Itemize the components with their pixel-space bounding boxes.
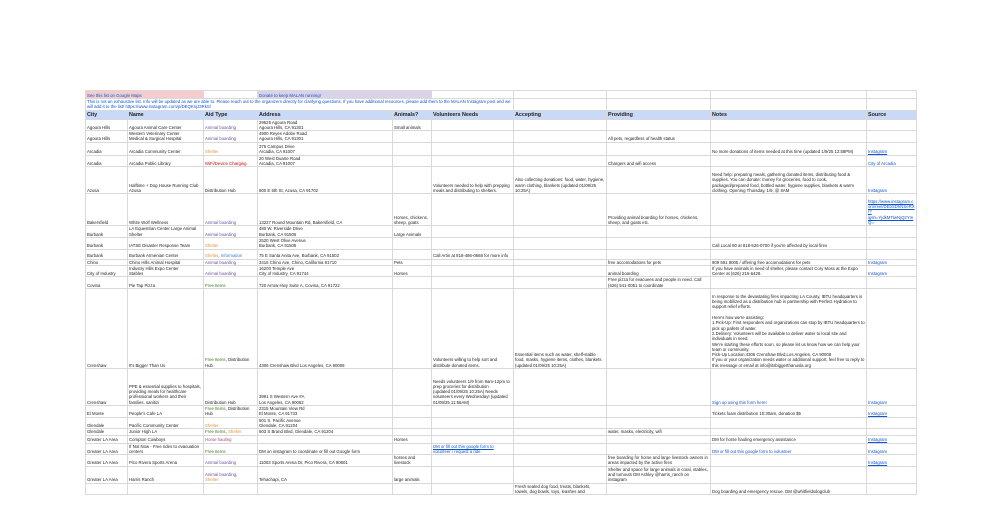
cell-notes	[711, 466, 867, 483]
column-header: Notes	[711, 110, 867, 119]
column-header: Source	[867, 110, 917, 119]
column-header: City	[86, 110, 128, 119]
cell-accept	[514, 406, 607, 418]
cell-provide	[607, 435, 711, 443]
cell-source[interactable]	[867, 167, 917, 194]
cell-vol	[432, 194, 514, 226]
table-row	[86, 265, 917, 277]
cell-vol	[432, 226, 514, 238]
aid-type-label: Horse hauling	[205, 437, 232, 443]
cell-address: 29525 Agoura Road Agoura Hills, CA 91301	[258, 119, 393, 131]
cell-aid	[204, 249, 258, 259]
cell-accept	[514, 131, 607, 143]
aid-type-label: Animal boarding	[205, 220, 237, 226]
source-link[interactable]: https://www.instagram.com/reel/DEbSDhNSeRX/?igsh=YjdkMTlwNjQ2YmQ=	[868, 198, 915, 226]
aid-type-label: ,	[218, 253, 221, 259]
cell-notes	[711, 131, 867, 143]
cell-address: 600 E 5th St, Azusa, CA 91702	[258, 167, 393, 194]
cell-accept	[514, 249, 607, 259]
aid-type-label: , Distribution Hub	[205, 406, 250, 417]
cell-aid	[204, 194, 258, 226]
cell-aid	[204, 277, 258, 289]
cell-address: 4306 Crenshaw Blvd Los Angeles, CA 90008	[258, 289, 393, 369]
cell-accept	[514, 265, 607, 277]
cell-animals	[393, 237, 432, 249]
cell-source	[867, 249, 917, 259]
cell-notes: In response to the devastating fires impacting LA County, IBTU headquarters is being mobilized as a distribution hub in partnership with Perfect Hydration to support relief efforts. Here's how we're assisting: 1.Pick-Up: First responders and organizations can stop by IBTU headquarters to pick up pallets of water. 2.Delivery: Volunteers will be available to deliver water to local site and individuals in need. We're starting these efforts soon, so please let us know how we can help your team or community. Pick-Up Location:4306 Crenshaw Blvd,Los Angeles, CA 90008 If you or your organization needs water or additional support, feel free to reply to this message or email at info@itsbiggerthanusla.org	[711, 289, 867, 369]
cell-city: Glendale	[86, 429, 128, 435]
cell-provide	[607, 483, 711, 495]
cell-vol	[432, 435, 514, 443]
cell-accept: Also collecting donations: food, water, hygiene, warm clothing, blankets (updated 01/09/25 10:25A)	[514, 167, 607, 194]
google-maps-link[interactable]: See this list on Google Maps	[87, 92, 142, 98]
cell-vol	[432, 455, 514, 467]
cell-source[interactable]	[867, 155, 917, 167]
cell-aid	[204, 483, 258, 495]
aid-type-label: Shelter	[227, 429, 242, 435]
cell-city: Arcadia	[86, 142, 128, 155]
cell-address: 4900 Reyes Adobe Road Agoura Hills, CA 91301	[258, 131, 393, 143]
cell-accept	[514, 119, 607, 131]
table-row	[86, 249, 917, 259]
notes-link[interactable]: DM or fill out this google form to volunteer	[712, 448, 792, 454]
spreadsheet-table	[85, 90, 917, 495]
cell-accept	[514, 237, 607, 249]
cell-aid	[204, 455, 258, 467]
cell-source	[867, 131, 917, 143]
maps-link-cell[interactable]	[86, 91, 204, 99]
cell-provide: free boarding for horse and large livestock owners in areas impacted by the active fires	[607, 455, 711, 467]
cell-accept	[514, 155, 607, 167]
cell-vol: Volunteers needed to help with prepping meals and distributing to shelters.	[432, 167, 514, 194]
aid-type-label: Animal boarding	[205, 231, 237, 237]
cell-name: Arcadia Community Center	[128, 142, 204, 155]
aid-type-label: Shelter	[205, 422, 219, 428]
source-link[interactable]: Instagram	[868, 149, 888, 155]
cell-vol	[432, 237, 514, 249]
cell-animals	[393, 167, 432, 194]
cell-name: IATSE Disaster Response Team	[128, 237, 204, 249]
cell-name: White Wolf Wellness	[128, 194, 204, 226]
cell-aid	[204, 119, 258, 131]
cell-source	[867, 226, 917, 238]
cell-aid	[204, 289, 258, 369]
cell-city: Burbank	[86, 237, 128, 249]
cell-address: 20 West Duarte Road Arcadia, CA 91007	[258, 155, 393, 167]
cell-name: Harris Ranch	[128, 466, 204, 483]
cell-provide: animal boarding	[607, 265, 711, 277]
cell-city: City of Industry	[86, 265, 128, 277]
cell-city: Burbank	[86, 249, 128, 259]
cell-name: Pie Tap Pizza	[128, 277, 204, 289]
table-row	[86, 142, 917, 155]
cell-provide	[607, 369, 711, 406]
cell-provide: Shelter and space for large animals in coral, stables, and turnouts DM Ashley @harris_ranch on instagram	[607, 466, 711, 483]
cell-provide	[607, 237, 711, 249]
column-header: Providing	[607, 110, 711, 119]
cell-animals	[393, 443, 432, 455]
cell-name: Burbank Armenian Center	[128, 249, 204, 259]
table-row	[86, 483, 917, 495]
aid-type-label: Shelter	[205, 477, 219, 483]
cell-address: DM on instagram to coordinate or fill out Google form	[258, 443, 393, 455]
cell-accept	[514, 194, 607, 226]
cell-accept	[514, 466, 607, 483]
cell-notes: Tickets foam distribution 10:30am, donation $5	[711, 406, 867, 418]
cell-city: Crenshaw	[86, 289, 128, 369]
cell-notes	[711, 249, 867, 259]
source-link[interactable]: Instagram	[868, 271, 888, 277]
cell-animals	[393, 483, 432, 495]
cell-notes	[711, 194, 867, 226]
table-row	[86, 417, 917, 429]
aid-type-label: Shelter	[205, 253, 219, 259]
aid-type-label: Animal boarding	[205, 124, 237, 130]
aid-type-label: Free Items	[205, 448, 226, 454]
column-header: Accepting	[514, 110, 607, 119]
cell-animals: large animals	[393, 466, 432, 483]
source-link[interactable]: Instagram	[868, 460, 888, 466]
cell-source	[867, 483, 917, 495]
table-row	[86, 167, 917, 194]
table-row	[86, 369, 917, 406]
table-row	[86, 406, 917, 418]
cell-vol	[432, 155, 514, 167]
aid-type-label: Free Items	[205, 357, 226, 363]
cell-aid	[204, 443, 258, 455]
cell-vol	[432, 131, 514, 143]
cell-animals: Small animals	[393, 119, 432, 131]
aid-type-label: Shelter	[205, 149, 219, 155]
aid-type-label: Free Items	[205, 429, 226, 435]
cell-animals	[393, 417, 432, 429]
cell-name: Industry Hills Expo Center Stables	[128, 265, 204, 277]
cell-vol	[432, 406, 514, 418]
cell-city	[86, 483, 128, 495]
cell-aid	[204, 167, 258, 194]
cell-name: Junior High LA	[128, 429, 204, 435]
aid-type-label: ,	[236, 472, 238, 478]
cell-provide	[607, 417, 711, 429]
cell-address: 375 Campus Drive Arcadia, CA 91007	[258, 142, 393, 155]
cell-accept	[514, 277, 607, 289]
table-row	[86, 435, 917, 443]
cell-address	[258, 483, 393, 495]
cell-aid	[204, 406, 258, 418]
cell-notes: 909 591 8005 / offering free accomodations for pets	[711, 259, 867, 265]
cell-source	[867, 119, 917, 131]
cell-aid	[204, 226, 258, 238]
column-header: Animals?	[393, 110, 432, 119]
cell-address: Tehachapi, CA	[258, 466, 393, 483]
cell-source[interactable]	[867, 265, 917, 277]
cell-address: 13227 Round Mountain Rd, Bakersfield, CA	[258, 194, 393, 226]
cell-notes: Dog boarding and emergency rescue. DM @whitfieldsdogclub	[711, 483, 867, 495]
cell-city: Bakersfield	[86, 194, 128, 226]
table-row	[86, 466, 917, 483]
cell-source	[867, 237, 917, 249]
cell-source	[867, 466, 917, 483]
cell-address	[258, 435, 393, 443]
cell-aid	[204, 435, 258, 443]
cell-address: 3991 S Western Ave #A Los Angeles, CA 90062	[258, 369, 393, 406]
cell-animals	[393, 406, 432, 418]
cell-source[interactable]	[867, 406, 917, 418]
cell-source[interactable]	[867, 455, 917, 467]
cell-accept	[514, 417, 607, 429]
source-link[interactable]: Instagram	[868, 437, 888, 443]
table-row	[86, 131, 917, 143]
aid-type-label: Distribution Hub	[205, 399, 236, 405]
vol-link[interactable]: DM or fill out this google form to volunteer / request a ride	[433, 443, 494, 454]
cell-animals	[393, 249, 432, 259]
cell-accept	[514, 435, 607, 443]
cell-name: PPE & essential supplies to hospitals, providing meals for healthcare professional workers and their families. sanitizi	[128, 369, 204, 406]
cell-city: Azusa	[86, 167, 128, 194]
cell-city: Greater LA Area	[86, 443, 128, 455]
table-row	[86, 226, 917, 238]
cell-notes	[711, 417, 867, 429]
cell-provide: All pets, regardless of health status	[607, 131, 711, 143]
cell-name: Agoura Animal Care Center	[128, 119, 204, 131]
cell-name: Pacific Community Center	[128, 417, 204, 429]
cell-provide	[607, 406, 711, 418]
cell-notes	[711, 119, 867, 131]
cell-notes	[711, 155, 867, 167]
cell-address: 11003 Sports Arena Dr, Pico Rivera, CA 90601	[258, 455, 393, 467]
table-row	[86, 119, 917, 131]
cell-name	[128, 483, 204, 495]
cell-city: Chino	[86, 259, 128, 265]
cell-animals: Horses, chickens, sheep, goats	[393, 194, 432, 226]
cell-source	[867, 417, 917, 429]
cell-provide: Chargers and wifi access	[607, 155, 711, 167]
cell-source[interactable]	[867, 369, 917, 406]
cell-aid	[204, 142, 258, 155]
cell-notes[interactable]	[711, 369, 867, 406]
cell-notes[interactable]	[711, 443, 867, 455]
aid-type-label: Information	[220, 253, 243, 259]
cell-address: 603 S Brand Blvd, Glendale, CA 91204	[258, 429, 393, 435]
cell-provide: Free pizza for evacuees and people in need. Call (626) 541-0051 to coordinate	[607, 277, 711, 289]
cell-provide	[607, 443, 711, 455]
cell-name: Pico Rivera Sports Arena	[128, 455, 204, 467]
source-link[interactable]: City of Arcadia	[868, 161, 896, 167]
table-row	[86, 237, 917, 249]
cell-animals	[393, 155, 432, 167]
aid-type-label: Animal boarding	[205, 271, 237, 277]
table-row	[86, 155, 917, 167]
cell-accept	[514, 226, 607, 238]
cell-name: People's Cafe LA	[128, 406, 204, 418]
aid-type-label: Free Items	[205, 282, 226, 288]
cell-accept	[514, 443, 607, 455]
cell-notes: Call Local 80 at 818-526-0700 if you're affected by local fires	[711, 237, 867, 249]
cell-notes	[711, 277, 867, 289]
aid-type-label: Free Items	[205, 406, 226, 412]
cell-provide	[607, 119, 711, 131]
cell-animals	[393, 277, 432, 289]
cell-name: It's Bigger Than Us	[128, 289, 204, 369]
cell-animals: Horses	[393, 435, 432, 443]
cell-address: 720 Arrow Hwy Suite A, Covina, CA 91722	[258, 277, 393, 289]
table-row	[86, 443, 917, 455]
aid-type-label: Animal boarding	[205, 460, 237, 466]
cell-animals	[393, 142, 432, 155]
cell-provide	[607, 289, 711, 369]
aid-type-label: Animal boarding	[205, 259, 237, 265]
cell-aid	[204, 131, 258, 143]
cell-vol: Call Artin at 818-486-0668 for more info	[432, 249, 514, 259]
table-row	[86, 194, 917, 226]
cell-vol	[432, 119, 514, 131]
table-row	[86, 289, 917, 369]
source-link[interactable]: Instagram	[868, 448, 888, 454]
cell-city: Glendale	[86, 417, 128, 429]
cell-aid	[204, 155, 258, 167]
column-header: Volunteers Needs	[432, 110, 514, 119]
cell-vol: Needs volunteers 1/9 from 9am-12pm to prep groceries for distribution (updated 01/09/25 10:25A) Needs volunteers every Wednesday! (updated 01/09/25 11:56AM)	[432, 369, 514, 406]
notice-text: This is not an exhaustive list. Info will be updated as we are able to. Please reach out to the organizers directly for clarifying questions. If you have additional resources, please add them to the MALAN Instagram post and we will add it to the list! https://www.instagram.com/p/DEQKnjJ3RkS/	[86, 99, 514, 111]
cell-city: Crenshaw	[86, 369, 128, 406]
table-row	[86, 277, 917, 289]
column-header: Aid Type	[204, 110, 258, 119]
cell-accept: Fresh sealed dog food, treats, blankets, towels, dog bowls, toys, leashes and	[514, 483, 607, 495]
cell-provide	[607, 142, 711, 155]
cell-aid	[204, 466, 258, 483]
cell-vol	[432, 265, 514, 277]
cell-city: El Monte	[86, 406, 128, 418]
cell-name: Halftime + Dog House Running Club Azusa	[128, 167, 204, 194]
cell-vol: Volunteers willing to help sort and distribute donated items.	[432, 289, 514, 369]
cell-accept	[514, 369, 607, 406]
cell-vol	[432, 417, 514, 429]
notes-link[interactable]: Sign up using this form here!	[712, 399, 767, 405]
aid-type-label: Animal boarding	[205, 472, 237, 478]
cell-city: Arcadia	[86, 155, 128, 167]
cell-source	[867, 277, 917, 289]
cell-name: Western Veterinary Center Medical & Surgical Hospital	[128, 131, 204, 143]
cell-source[interactable]	[867, 443, 917, 455]
cell-notes	[711, 455, 867, 467]
cell-aid	[204, 237, 258, 249]
cell-address: 480 W. Riverside Drive Burbank, CA 91506	[258, 226, 393, 238]
cell-address: 501 S. Pacific Avenue Glendale, CA 91204	[258, 417, 393, 429]
cell-animals	[393, 131, 432, 143]
cell-aid	[204, 369, 258, 406]
cell-vol	[432, 277, 514, 289]
cell-accept	[514, 142, 607, 155]
cell-source	[867, 289, 917, 369]
cell-source[interactable]	[867, 435, 917, 443]
cell-vol	[432, 142, 514, 155]
cell-provide	[607, 167, 711, 194]
column-header-row	[86, 110, 917, 119]
column-header: Name	[128, 110, 204, 119]
cell-city: Greater LA Area	[86, 435, 128, 443]
cell-address: 3415 Chino Ave, Chino, California 91710	[258, 259, 393, 265]
table-row	[86, 455, 917, 467]
aid-type-label: Shelter	[205, 243, 219, 249]
cell-animals: Horses	[393, 265, 432, 277]
cell-aid	[204, 265, 258, 277]
cell-city: Greater LA Area	[86, 455, 128, 467]
aid-type-label: Animal boarding	[205, 136, 237, 142]
column-header: Address	[258, 110, 393, 119]
cell-address: 2315 Mountain View Rd El Monte, CA 91733	[258, 406, 393, 418]
cell-city: Covina	[86, 277, 128, 289]
cell-animals	[393, 369, 432, 406]
cell-animals	[393, 289, 432, 369]
cell-address: 16200 Temple Ave City of Industry, CA 91744	[258, 265, 393, 277]
cell-city: Burbank	[86, 226, 128, 238]
cell-city: Agoura Hills	[86, 131, 128, 143]
cell-name: Compton Cowboys	[128, 435, 204, 443]
cell-animals: Pets	[393, 259, 432, 265]
cell-city: Agoura Hills	[86, 119, 128, 131]
cell-notes: No more donations of items needed at this time (updated 1/9/25 12:58PM)	[711, 142, 867, 155]
cell-provide	[607, 226, 711, 238]
aid-type-label: ,	[225, 429, 228, 435]
cell-vol	[432, 483, 514, 495]
aid-type-label: Distribution Hub	[205, 188, 236, 194]
source-link[interactable]: Instagram	[868, 399, 888, 405]
cell-accept	[514, 455, 607, 467]
cell-notes: If you have animals in need of shelter, please contact Cory Moss at the Expo Center at (626) 216-6428.	[711, 265, 867, 277]
cell-city: Greater LA Area	[86, 466, 128, 483]
cell-source[interactable]	[867, 142, 917, 155]
cell-accept: Essential items such as water, shelf-stable food, masks, hygiene items, clothes, blankets (updated 01/09/25 10:25A)	[514, 289, 607, 369]
cell-animals: Large Animals	[393, 226, 432, 238]
cell-vol[interactable]	[432, 443, 514, 455]
cell-vol	[432, 466, 514, 483]
donate-link-cell[interactable]	[258, 91, 432, 99]
cell-provide: water, masks, electricity, wifi	[607, 429, 711, 435]
cell-notes: Need help: preparing meals, gathering donated items, distributing food & supplies. You can donate: money for groceries, food to cook, packaged/prepared food, bottled water, hygiene supplies, blankets & warm clothing. Opening Thursday, 1/9, @ 8AM	[711, 167, 867, 194]
cell-name: LA Equestrian Center Large Animal Shelter	[128, 226, 204, 238]
cell-source[interactable]	[867, 194, 917, 226]
cell-name: If Not Now - Free rides to evacuation centers	[128, 443, 204, 455]
aid-type-label: , Distribution Hub	[205, 357, 250, 368]
cell-address: 75 E Santa Anita Ave, Burbank, CA 91502	[258, 249, 393, 259]
cell-provide: free accomodations for pets	[607, 259, 711, 265]
aid-type-label: WiFi/Device Charging	[205, 161, 247, 167]
cell-address: 2520 West Olive Avenue Burbank, CA 91505	[258, 237, 393, 249]
cell-aid	[204, 417, 258, 429]
cell-provide: Providing animal boarding for horses, chickens, sheep, and goats etc.	[607, 194, 711, 226]
cell-animals: horses and livestock	[393, 455, 432, 467]
cell-name: Chino Hills Animal Hospital	[128, 259, 204, 265]
donate-link[interactable]: Donate to keep MALAN running!	[259, 92, 321, 98]
source-link[interactable]: Instagram	[868, 259, 888, 265]
source-link[interactable]: Instagram	[868, 188, 888, 194]
cell-name: Arcadia Public Library	[128, 155, 204, 167]
cell-notes	[711, 226, 867, 238]
source-link[interactable]: Instagram	[868, 411, 888, 417]
cell-notes: DM for horse hauling emergency assistance	[711, 435, 867, 443]
cell-provide	[607, 249, 711, 259]
